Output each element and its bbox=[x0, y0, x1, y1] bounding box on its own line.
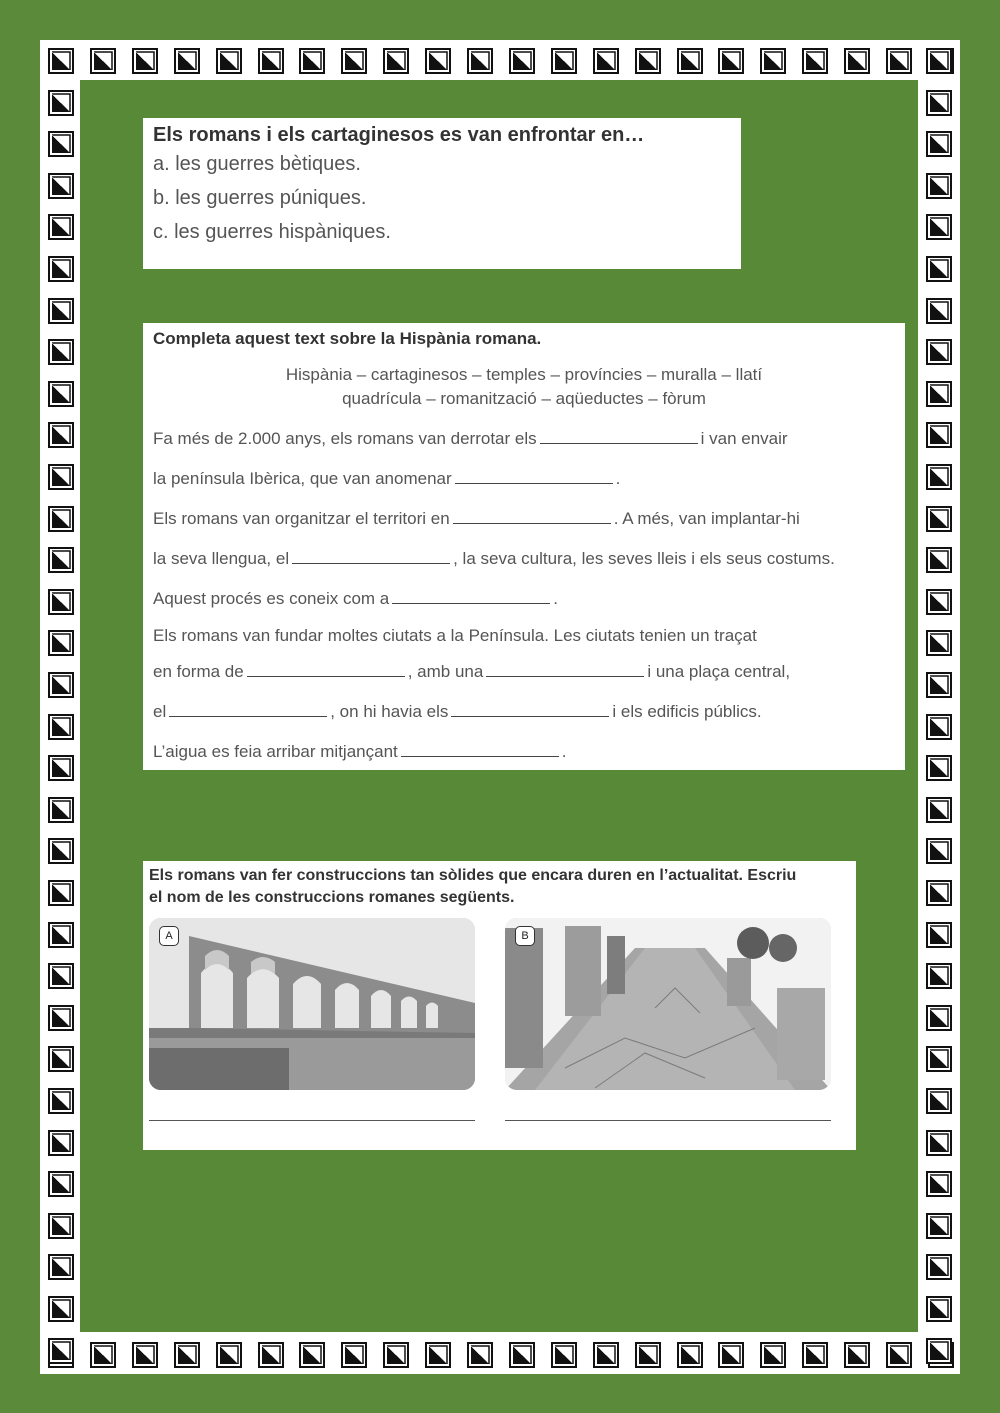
border-tile bbox=[341, 1342, 367, 1368]
border-tile bbox=[48, 1005, 74, 1031]
word-bank-line-2: quadrícula – romanització – aqüeductes – fòrum bbox=[342, 389, 706, 408]
text-line-4 bbox=[153, 539, 895, 579]
border-tile bbox=[926, 48, 952, 74]
border-tile bbox=[926, 922, 952, 948]
text-segment: i una plaça central, bbox=[647, 662, 791, 681]
border-tile bbox=[48, 1171, 74, 1197]
text-segment: . A més, van implantar-hi bbox=[613, 509, 800, 528]
border-tile bbox=[48, 714, 74, 740]
border-tile bbox=[216, 1342, 242, 1368]
border-tile bbox=[926, 1005, 952, 1031]
border-tile bbox=[48, 48, 74, 74]
border-tile bbox=[383, 48, 409, 74]
border-tile bbox=[926, 1046, 952, 1072]
blank-input[interactable] bbox=[455, 471, 613, 484]
border-tile bbox=[48, 1213, 74, 1239]
border-tile bbox=[926, 90, 952, 116]
text-line-3 bbox=[153, 499, 895, 539]
border-tile bbox=[844, 1342, 870, 1368]
border-tile bbox=[48, 589, 74, 615]
border-tile bbox=[48, 381, 74, 407]
border-tile bbox=[48, 755, 74, 781]
text-line-1 bbox=[153, 419, 895, 459]
text-segment: Els romans van organitzar el territori en bbox=[153, 509, 450, 528]
border-tile bbox=[926, 630, 952, 656]
border-tile bbox=[677, 1342, 703, 1368]
blank-input[interactable] bbox=[169, 704, 327, 717]
border-tile bbox=[48, 880, 74, 906]
border-tile bbox=[90, 48, 116, 74]
border-tile bbox=[926, 797, 952, 823]
blank-input[interactable] bbox=[540, 431, 698, 444]
border-tile bbox=[718, 1342, 744, 1368]
text-segment: L’aigua es feia arribar mitjançant bbox=[153, 742, 398, 761]
border-tile bbox=[926, 506, 952, 532]
answer-line-b[interactable] bbox=[505, 1120, 831, 1121]
border-tile bbox=[48, 797, 74, 823]
blank-input[interactable] bbox=[392, 591, 550, 604]
border-tile bbox=[48, 339, 74, 365]
border-tile bbox=[926, 672, 952, 698]
word-bank bbox=[153, 363, 895, 411]
border-tile bbox=[635, 48, 661, 74]
text-segment: el bbox=[153, 702, 167, 721]
border-tile bbox=[926, 381, 952, 407]
border-tile bbox=[48, 214, 74, 240]
text-segment: . bbox=[615, 469, 621, 488]
border-tile bbox=[48, 173, 74, 199]
border-tile bbox=[802, 48, 828, 74]
border-tile bbox=[926, 755, 952, 781]
border-tile bbox=[926, 1130, 952, 1156]
border-tile bbox=[48, 464, 74, 490]
option-a[interactable]: a. les guerres bètiques. bbox=[153, 153, 361, 175]
border-tile bbox=[425, 48, 451, 74]
border-tile bbox=[760, 48, 786, 74]
border-tile bbox=[425, 1342, 451, 1368]
text-line-2 bbox=[153, 459, 895, 499]
border-tile bbox=[926, 547, 952, 573]
border-tile bbox=[926, 298, 952, 324]
border-tile bbox=[299, 1342, 325, 1368]
blank-input[interactable] bbox=[451, 704, 609, 717]
question-3-title-line-2: el nom de les construccions romanes següents. bbox=[149, 889, 515, 906]
border-tile bbox=[926, 1088, 952, 1114]
border-tile bbox=[48, 672, 74, 698]
border-tile bbox=[48, 131, 74, 157]
border-tile bbox=[926, 589, 952, 615]
border-tile bbox=[48, 1296, 74, 1322]
border-tile bbox=[926, 256, 952, 282]
border-tile bbox=[48, 922, 74, 948]
border-tile bbox=[926, 422, 952, 448]
border-tile bbox=[48, 838, 74, 864]
roman-road-photo-icon bbox=[505, 918, 831, 1090]
blank-input[interactable] bbox=[292, 551, 450, 564]
border-tile bbox=[760, 1342, 786, 1368]
border-tile bbox=[886, 1342, 912, 1368]
border-tile bbox=[926, 1171, 952, 1197]
border-tile bbox=[926, 464, 952, 490]
border-tile bbox=[926, 714, 952, 740]
border-tile bbox=[718, 48, 744, 74]
border-tile bbox=[48, 963, 74, 989]
question-2-title: Completa aquest text sobre la Hispània romana. bbox=[153, 329, 542, 348]
border-tile bbox=[926, 963, 952, 989]
border-tile bbox=[635, 1342, 661, 1368]
border-tile bbox=[551, 1342, 577, 1368]
border-tile bbox=[926, 880, 952, 906]
text-segment: , la seva cultura, les seves lleis i els seus costums. bbox=[453, 549, 835, 568]
border-tile bbox=[48, 547, 74, 573]
text-segment: , on hi havia els bbox=[330, 702, 449, 721]
border-tile bbox=[48, 422, 74, 448]
question-2-card bbox=[143, 323, 905, 770]
border-tile bbox=[48, 1130, 74, 1156]
border-tile bbox=[886, 48, 912, 74]
border-tile bbox=[844, 48, 870, 74]
text-segment: . bbox=[553, 589, 558, 608]
border-tile bbox=[551, 48, 577, 74]
question-3-title-line-1: Els romans van fer construccions tan sòlides que encara duren en l’actualitat. Escriu bbox=[149, 867, 797, 884]
border-tile bbox=[48, 1254, 74, 1280]
border-tile bbox=[677, 48, 703, 74]
border-tile bbox=[48, 1338, 74, 1364]
text-segment: Fa més de 2.000 anys, els romans van derrotar els bbox=[153, 429, 537, 448]
text-segment: . bbox=[561, 742, 567, 761]
blank-input[interactable] bbox=[486, 664, 644, 677]
text-line-6 bbox=[153, 619, 895, 652]
border-tile bbox=[802, 1342, 828, 1368]
border-tile bbox=[299, 48, 325, 74]
border-tile bbox=[926, 131, 952, 157]
border-tile bbox=[593, 48, 619, 74]
border-tile bbox=[467, 48, 493, 74]
border-tile bbox=[593, 1342, 619, 1368]
border-tile bbox=[509, 48, 535, 74]
word-bank-line-1: Hispània – cartaginesos – temples – províncies – muralla – llatí bbox=[285, 365, 763, 384]
border-tile bbox=[341, 48, 367, 74]
border-tile bbox=[926, 173, 952, 199]
border-tile bbox=[258, 1342, 284, 1368]
border-tile bbox=[48, 1088, 74, 1114]
blank-input[interactable] bbox=[247, 664, 405, 677]
border-tile bbox=[132, 1342, 158, 1368]
aqueduct-photo-icon bbox=[149, 918, 475, 1090]
border-tile bbox=[48, 256, 74, 282]
text-segment: en forma de bbox=[153, 662, 244, 681]
border-tile bbox=[132, 48, 158, 74]
border-tile bbox=[174, 1342, 200, 1368]
border-tile bbox=[926, 1338, 952, 1364]
border-tile bbox=[216, 48, 242, 74]
border-tile bbox=[926, 838, 952, 864]
image-b-label: B bbox=[515, 926, 535, 946]
border-tile bbox=[48, 506, 74, 532]
blank-input[interactable] bbox=[401, 744, 559, 757]
text-segment: , amb una bbox=[407, 662, 484, 681]
border-tile bbox=[383, 1342, 409, 1368]
text-segment: la península Ibèrica, que van anomenar bbox=[153, 469, 452, 488]
border-tile bbox=[467, 1342, 493, 1368]
border-tile bbox=[926, 339, 952, 365]
option-b[interactable]: b. les guerres púniques. bbox=[153, 187, 367, 209]
image-a-label: A bbox=[159, 926, 179, 946]
border-tile bbox=[926, 214, 952, 240]
text-line-8 bbox=[153, 692, 895, 732]
border-tile bbox=[48, 1046, 74, 1072]
border-tile bbox=[90, 1342, 116, 1368]
border-tile bbox=[174, 48, 200, 74]
text-line-5 bbox=[153, 579, 895, 619]
border-tile bbox=[48, 630, 74, 656]
border-tile bbox=[509, 1342, 535, 1368]
question-1-card bbox=[143, 118, 741, 269]
text-segment: i els edificis públics. bbox=[612, 702, 762, 721]
text-segment: Els romans van fundar moltes ciutats a la Península. Les ciutats tenien un traçat bbox=[153, 626, 757, 645]
text-segment: la seva llengua, el bbox=[153, 549, 290, 568]
border-tile bbox=[48, 90, 74, 116]
border-tile bbox=[48, 298, 74, 324]
question-1-title: Els romans i els cartaginesos es van enfrontar en… bbox=[153, 124, 645, 146]
text-segment: Aquest procés es coneix com a bbox=[153, 589, 390, 608]
border-tile bbox=[258, 48, 284, 74]
blank-input[interactable] bbox=[453, 511, 611, 524]
border-tile bbox=[926, 1254, 952, 1280]
border-tile bbox=[926, 1296, 952, 1322]
border-tile bbox=[926, 1213, 952, 1239]
option-c[interactable]: c. les guerres hispàniques. bbox=[153, 221, 391, 243]
text-segment: i van envair bbox=[700, 429, 788, 448]
text-line-7 bbox=[153, 652, 895, 692]
text-line-9 bbox=[153, 732, 895, 772]
answer-line-a[interactable] bbox=[149, 1120, 475, 1121]
